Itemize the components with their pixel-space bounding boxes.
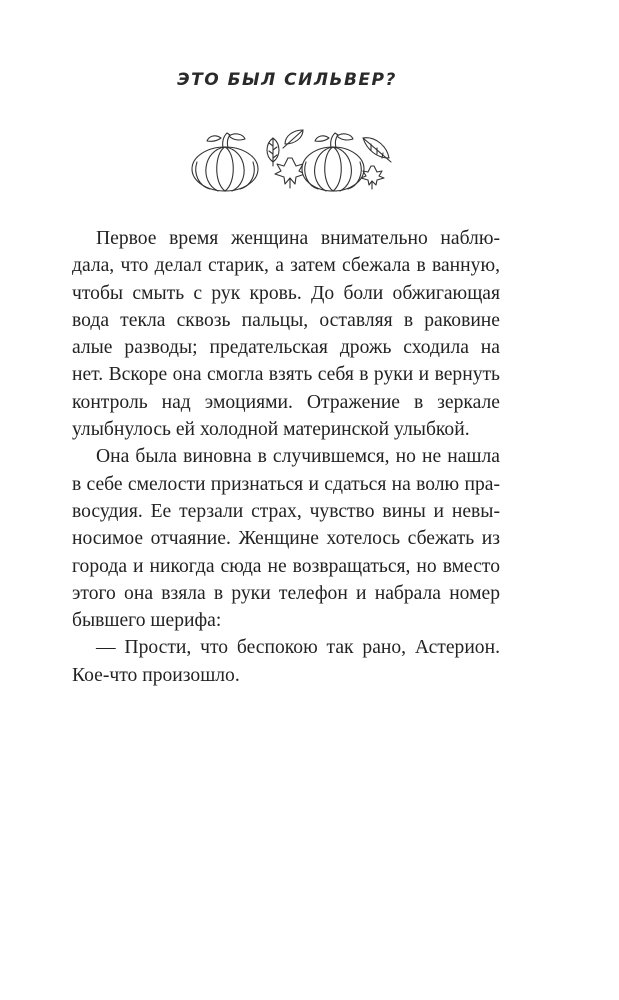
- text-line: дала, что делал старик, а затем сбежала в ванную,: [72, 255, 500, 277]
- text-line: города и никогда сюда не возвращаться, но вместо: [72, 555, 500, 577]
- text-line: алые разводы; предательская дрожь сходила на: [72, 337, 500, 359]
- chapter-title: ЭТО БЫЛ СИЛЬВЕР?: [177, 70, 397, 90]
- text-line: восудия. Ее терзали страх, чувство вины и невы-: [72, 500, 500, 522]
- text-line: бывшего шерифа:: [72, 610, 222, 632]
- text-line: — Прости, что беспокою так рано, Астерион.: [96, 637, 500, 659]
- leaf-icon: [283, 130, 303, 148]
- text-line: в себе смелости признаться и сдаться на волю пра-: [72, 473, 500, 495]
- text-line: улыбнулось ей холодной материнской улыбкой.: [72, 419, 470, 441]
- text-line: вода текла сквозь пальцы, оставляя в раковине: [72, 309, 500, 331]
- pumpkins-and-leaves-icon: [185, 122, 395, 194]
- leaf-icon: [267, 138, 279, 166]
- text-line: контроль над эмоциями. Отражение в зеркале: [72, 391, 500, 413]
- text-line: нет. Вскоре она смогла взять себя в руки и вернуть: [72, 364, 500, 386]
- pumpkin-icon: [192, 133, 258, 191]
- text-line: Первое время женщина внимательно наблю-: [96, 228, 500, 249]
- leaf-icon: [363, 138, 391, 162]
- text-line: носимое отчаяние. Женщине хотелось сбежать из: [72, 528, 500, 550]
- text-line: Она была виновна в случившемся, но не нашла: [96, 446, 500, 468]
- body-text: [72, 225, 500, 689]
- text-line: чтобы смыть с рук кровь. До боли обжигающая: [72, 282, 500, 304]
- pumpkin-icon: [302, 133, 364, 191]
- maple-leaf-icon: [275, 158, 305, 188]
- text-line: этого она взяла в руки телефон и набрала номер: [72, 582, 500, 604]
- text-line: Кое-что произошло.: [72, 664, 240, 686]
